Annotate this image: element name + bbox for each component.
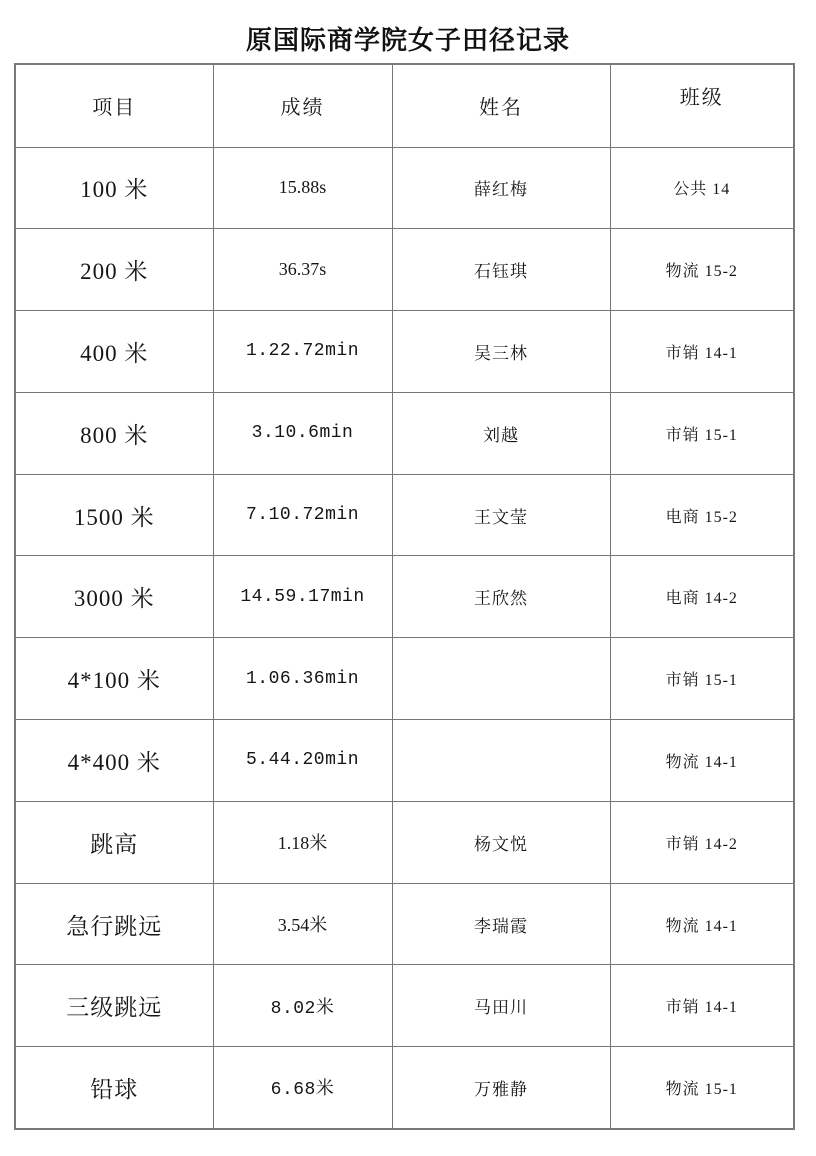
- event-cell: 4*100 米: [15, 638, 213, 720]
- class-cell: 公共 14: [610, 147, 794, 229]
- result-cell: 36.37s: [213, 229, 392, 311]
- table-row: [15, 720, 794, 802]
- column-header-event-label: 项目: [92, 97, 137, 120]
- table-row: [15, 556, 794, 638]
- event-cell: 三级跳远: [15, 965, 213, 1047]
- table-row: [15, 147, 794, 229]
- name-cell: 薛红梅: [392, 147, 610, 229]
- class-cell: 市销 14-1: [610, 311, 794, 393]
- table-row: [15, 965, 794, 1047]
- result-cell: 6.68米: [213, 1047, 392, 1129]
- column-header-name: [392, 64, 610, 147]
- event-cell: 急行跳远: [15, 883, 213, 965]
- result-cell: 15.88s: [213, 147, 392, 229]
- table-row: [15, 229, 794, 311]
- class-cell: 电商 15-2: [610, 474, 794, 556]
- table-row: [15, 474, 794, 556]
- event-cell: 铅球: [15, 1047, 213, 1129]
- class-cell: 市销 15-1: [610, 392, 794, 474]
- table-row: [15, 638, 794, 720]
- table-row: [15, 392, 794, 474]
- table-row: [15, 1047, 794, 1129]
- result-cell: 1.06.36min: [213, 638, 392, 720]
- result-cell: 1.18米: [213, 801, 392, 883]
- event-cell: 3000 米: [15, 556, 213, 638]
- result-cell: 1.22.72min: [213, 311, 392, 393]
- name-cell: 李瑞霞: [392, 883, 610, 965]
- result-cell: 5.44.20min: [213, 720, 392, 802]
- table-row: [15, 883, 794, 965]
- result-cell: 8.02米: [213, 965, 392, 1047]
- name-cell: 万雅静: [392, 1047, 610, 1129]
- name-cell: [392, 720, 610, 802]
- class-cell: 物流 14-1: [610, 720, 794, 802]
- event-cell: 400 米: [15, 311, 213, 393]
- class-cell: 市销 14-2: [610, 801, 794, 883]
- name-cell: 王欣然: [392, 556, 610, 638]
- result-cell: 3.10.6min: [213, 392, 392, 474]
- name-cell: 吴三林: [392, 311, 610, 393]
- name-cell: 刘越: [392, 392, 610, 474]
- class-cell: 市销 14-1: [610, 965, 794, 1047]
- name-cell: 石钰琪: [392, 229, 610, 311]
- column-header-name-label: 姓名: [479, 97, 523, 120]
- name-cell: 杨文悦: [392, 801, 610, 883]
- class-cell: 物流 15-1: [610, 1047, 794, 1129]
- class-cell: 物流 15-2: [610, 229, 794, 311]
- class-cell: 市销 15-1: [610, 638, 794, 720]
- column-header-event: [15, 64, 213, 147]
- class-cell: 电商 14-2: [610, 556, 794, 638]
- column-header-result: [213, 64, 392, 147]
- event-cell: 100 米: [15, 147, 213, 229]
- event-cell: 1500 米: [15, 474, 213, 556]
- records-table: [14, 63, 795, 1130]
- table-body: [15, 147, 794, 1129]
- name-cell: 马田川: [392, 965, 610, 1047]
- result-cell: 7.10.72min: [213, 474, 392, 556]
- column-header-result-label: 成绩: [280, 97, 325, 120]
- event-cell: 跳高: [15, 801, 213, 883]
- page-title: 原国际商学院女子田径记录: [245, 25, 570, 55]
- result-cell: 3.54米: [213, 883, 392, 965]
- class-cell: 物流 14-1: [610, 883, 794, 965]
- header-row: [15, 64, 794, 147]
- name-cell: [392, 638, 610, 720]
- result-cell: 14.59.17min: [213, 556, 392, 638]
- table-row: [15, 801, 794, 883]
- event-cell: 4*400 米: [15, 720, 213, 802]
- column-header-class: [610, 64, 794, 147]
- event-cell: 800 米: [15, 392, 213, 474]
- column-header-class-label: 班级: [679, 87, 724, 110]
- event-cell: 200 米: [15, 229, 213, 311]
- table-row: [15, 311, 794, 393]
- name-cell: 王文莹: [392, 474, 610, 556]
